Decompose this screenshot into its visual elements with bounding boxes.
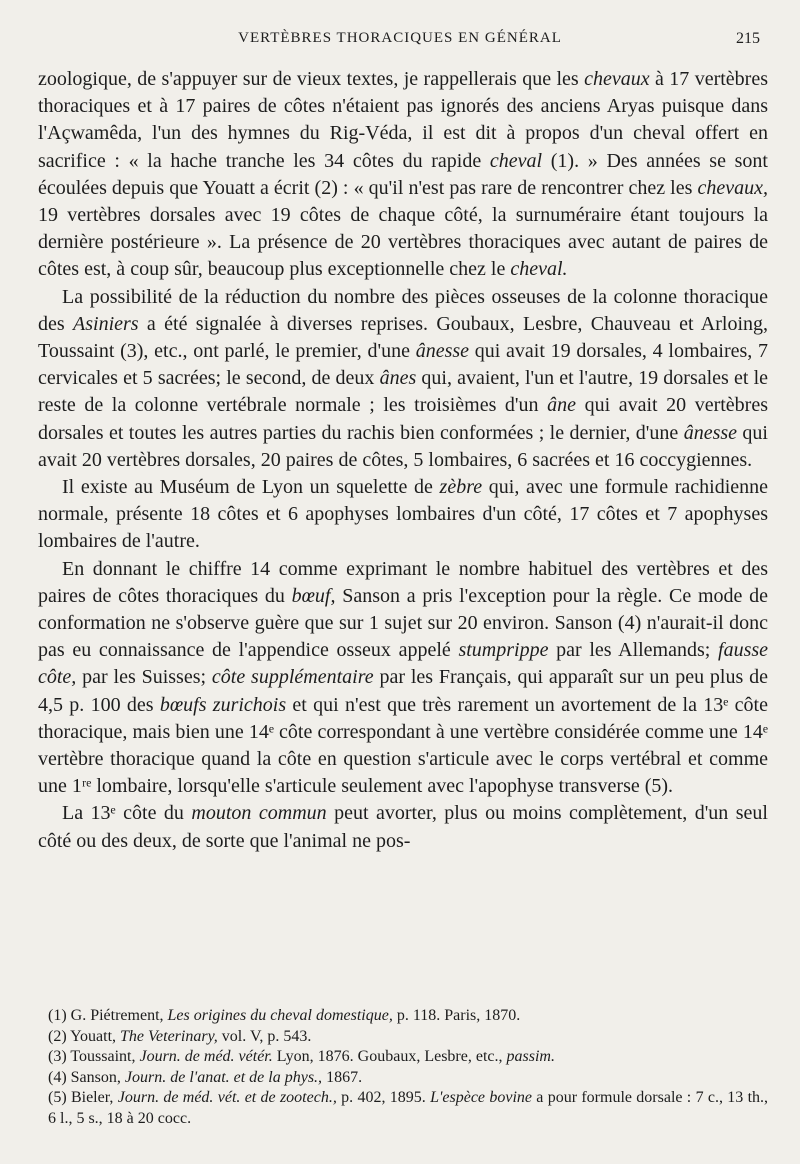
- text-run: (4) Sanson,: [48, 1068, 125, 1086]
- italic-text: fausse côte,: [38, 639, 769, 689]
- text-run: (1). » Des années se sont écoulées depuis que Youatt a écrit (2) : « qu'il n'est pas rare de rencontrer chez les: [38, 149, 768, 199]
- italic-text: bœuf,: [291, 584, 336, 607]
- text-run: (5) Bieler,: [48, 1089, 118, 1107]
- italic-text: L'espèce bovine: [430, 1089, 532, 1107]
- italic-text: chevaux: [584, 68, 650, 90]
- paragraph: [38, 474, 768, 556]
- footnotes: [38, 1006, 768, 1130]
- italic-text: chevaux,: [697, 176, 768, 199]
- text-run: (2) Youatt,: [48, 1027, 121, 1045]
- text-run: La possibilité de la réduction du nombre des pièces osseuses de la colonne thoracique des: [38, 285, 768, 335]
- page-header: [40, 30, 760, 54]
- paragraph: [38, 800, 768, 854]
- text-run: (1) G. Piétrement,: [48, 1007, 168, 1024]
- text-run: Lyon, 1876. Goubaux, Lesbre, etc.,: [272, 1048, 507, 1066]
- paragraph: [38, 284, 768, 474]
- text-run: p. 402, 1895.: [336, 1089, 431, 1107]
- italic-text: Les origines du cheval domestique,: [167, 1007, 393, 1024]
- text-run: qui avait 19 dorsales, 4 lombaires, 7 cervicales et 5 sacrées; le second, de deux: [38, 340, 768, 390]
- italic-text: Journ. de méd. vétér.: [139, 1048, 273, 1066]
- text-run: à 17 vertèbres thoraciques et à 17 paires de côtes n'étaient pas ignorés des anciens Aryas puisque dans l'Açwamêda, l'un des hymnes du Rig-Véda, il est dit à propos d'un cheval offert en sacrifice : « la hache tranche les 34 côtes du rapide: [38, 68, 768, 172]
- text-run: et qui n'est que très rarement un avortement de la 13ᵉ côte thoracique, mais bien une 14ᵉ côte correspondant à une vertèbre considérée comme une 14ᵉ vertèbre thoracique quand la côte en question s'articule avec le corps vertébral et comme une 1ʳᵉ lombaire, lorsqu'elle s'articule seulement avec l'apophyse transverse (5).: [38, 693, 768, 798]
- page-number: 215: [736, 30, 760, 47]
- paragraph: [38, 66, 768, 284]
- text-run: 19 vertèbres dorsales avec 19 côtes de chaque côté, la surnuméraire étant toujours la dernière postérieure ». La présence de 20 vertèbres thoraciques avec autant de paires de côtes est, à coup sûr, beaucoup plus exceptionnelle chez le: [38, 204, 768, 281]
- text-run: peut avorter, plus ou moins complètement, d'un seul côté ou des deux, de sorte que l'animal ne pos-: [38, 802, 768, 852]
- text-run: a été signalée à diverses reprises. Goubaux, Lesbre, Chauveau et Arloing, Toussaint (3), etc., ont parlé, le premier, d'une: [38, 312, 768, 363]
- text-run: zoologique, de s'appuyer sur de vieux textes, je rappellerais que les: [38, 68, 585, 90]
- running-title: VERTÈBRES THORACIQUES EN GÉNÉRAL: [238, 30, 562, 46]
- italic-text: bœufs zurichois: [159, 693, 287, 716]
- footnote: [38, 1027, 768, 1048]
- italic-text: ânesse: [683, 421, 738, 444]
- footnote: [38, 1047, 768, 1068]
- text-run: Il existe au Muséum de Lyon un squelette de: [62, 476, 440, 499]
- italic-text: ânes: [379, 367, 417, 390]
- italic-text: Journ. de l'anat. et de la phys.,: [124, 1068, 323, 1086]
- text-run: qui, avec une formule rachidienne normale, présente 18 côtes et 6 apophyses lombaires d'un côté, 17 côtes et 7 apophyses lombaires de l'autre.: [38, 476, 769, 553]
- text-run: qui avait 20 vertèbres dorsales, 20 paires de côtes, 5 lombaires, 6 sacrées et 16 coccygiennes.: [38, 421, 768, 471]
- italic-text: passim.: [506, 1048, 555, 1066]
- text-run: p. 118. Paris, 1870.: [392, 1007, 521, 1024]
- italic-text: stumprippe: [458, 639, 549, 662]
- text-run: a pour formule dorsale : 7 c., 13 th., 6 l., 5 s., 18 à 20 cocc.: [48, 1089, 769, 1127]
- text-run: qui, avaient, l'un et l'autre, 19 dorsales et le reste de la colonne vertébrale normale ; les troisièmes d'un: [38, 367, 769, 417]
- italic-text: The Veterinary,: [120, 1027, 218, 1045]
- italic-text: ânesse: [415, 340, 470, 363]
- text-run: Sanson a pris l'exception pour la règle. Ce mode de conformation ne s'observe guère que sur 1 sujet sur 20 environ. Sanson (4) n'aurait-il donc pas eu connaissance de l'appendice osseux appelé: [38, 584, 768, 662]
- footnote: [38, 1006, 768, 1027]
- italic-text: Asiniers: [73, 312, 139, 335]
- italic-text: zèbre: [439, 476, 483, 499]
- text-run: par les Allemands;: [548, 639, 719, 662]
- text-run: (3) Toussaint,: [48, 1048, 140, 1066]
- text-run: par les Suisses;: [76, 666, 212, 689]
- text-run: En donnant le chiffre 14 comme exprimant le nombre habituel des vertèbres et des paires de côtes thoraciques du: [38, 557, 768, 607]
- footnote: [38, 1088, 768, 1129]
- paragraph: [38, 556, 768, 801]
- text-run: qui avait 20 vertèbres dorsales et toutes les autres parties du rachis bien conformées ; le dernier, d'une: [38, 394, 768, 444]
- italic-text: âne: [547, 394, 576, 417]
- text-run: par les Français, qui apparaît sur un peu plus de 4,5 p. 100 des: [38, 666, 768, 716]
- text-run: vol. V, p. 543.: [217, 1027, 312, 1045]
- text-run: La 13ᵉ côte du: [62, 802, 192, 825]
- italic-text: cheval: [489, 149, 543, 172]
- italic-text: Journ. de méd. vét. et de zootech.,: [117, 1089, 337, 1107]
- footnote: [38, 1068, 768, 1089]
- italic-text: mouton commun: [191, 802, 327, 825]
- italic-text: cheval.: [510, 258, 568, 281]
- text-run: 1867.: [322, 1068, 363, 1086]
- body-text: [38, 66, 768, 855]
- italic-text: côte supplémentaire: [211, 666, 374, 689]
